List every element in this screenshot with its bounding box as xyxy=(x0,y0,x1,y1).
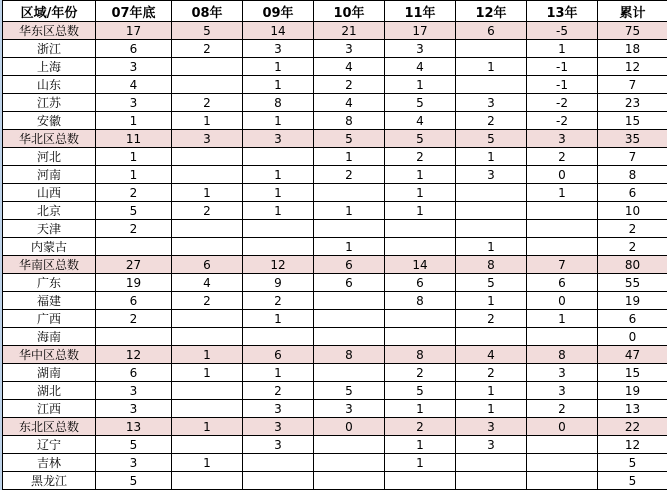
value-cell[interactable] xyxy=(314,436,385,454)
value-cell[interactable]: 1 xyxy=(172,184,243,202)
province-row xyxy=(3,238,667,256)
value-cell[interactable]: 4 xyxy=(385,58,456,76)
value-cell[interactable]: 2 xyxy=(172,202,243,220)
value-cell[interactable] xyxy=(243,220,314,238)
row-label-cell[interactable]: 黑龙江 xyxy=(3,472,96,490)
value-cell[interactable]: 2 xyxy=(527,400,598,418)
value-cell[interactable]: 1 xyxy=(243,112,314,130)
value-cell[interactable]: 11 xyxy=(96,130,172,148)
value-cell[interactable]: 2 xyxy=(385,148,456,166)
row-label-cell[interactable]: 吉林 xyxy=(3,454,96,472)
row-label-cell[interactable]: 安徽 xyxy=(3,112,96,130)
value-cell[interactable]: 7 xyxy=(598,148,667,166)
value-cell[interactable] xyxy=(172,238,243,256)
value-cell[interactable]: 1 xyxy=(456,292,527,310)
value-cell[interactable]: 2 xyxy=(385,364,456,382)
value-cell[interactable] xyxy=(314,328,385,346)
value-cell[interactable] xyxy=(172,76,243,94)
value-cell[interactable]: 2 xyxy=(385,418,456,436)
value-cell[interactable]: 1 xyxy=(243,166,314,184)
value-cell[interactable]: 3 xyxy=(96,58,172,76)
value-cell[interactable] xyxy=(385,220,456,238)
value-cell[interactable]: 2 xyxy=(456,364,527,382)
value-cell[interactable]: 2 xyxy=(314,166,385,184)
value-cell[interactable]: 5 xyxy=(385,130,456,148)
value-cell[interactable]: 4 xyxy=(96,76,172,94)
value-cell[interactable]: 3 xyxy=(243,130,314,148)
value-cell[interactable]: 8 xyxy=(314,112,385,130)
row-label-cell[interactable]: 江西 xyxy=(3,400,96,418)
value-cell[interactable] xyxy=(385,328,456,346)
value-cell[interactable] xyxy=(314,454,385,472)
value-cell[interactable]: 6 xyxy=(243,346,314,364)
value-cell[interactable]: 3 xyxy=(527,382,598,400)
region-year-table xyxy=(2,0,667,490)
value-cell[interactable] xyxy=(314,472,385,490)
value-cell[interactable]: 5 xyxy=(385,382,456,400)
value-cell[interactable]: 1 xyxy=(172,364,243,382)
value-cell[interactable]: 35 xyxy=(598,130,667,148)
value-cell[interactable]: 5 xyxy=(456,274,527,292)
value-cell[interactable] xyxy=(527,202,598,220)
region-total-row xyxy=(3,130,667,148)
value-cell[interactable]: 6 xyxy=(527,274,598,292)
value-cell[interactable]: 4 xyxy=(385,112,456,130)
value-cell[interactable]: 15 xyxy=(598,112,667,130)
row-label-cell[interactable]: 浙江 xyxy=(3,40,96,58)
row-label-cell[interactable]: 东北区总数 xyxy=(3,418,96,436)
value-cell[interactable]: 1 xyxy=(172,112,243,130)
row-label-cell[interactable]: 天津 xyxy=(3,220,96,238)
value-cell[interactable]: 1 xyxy=(456,58,527,76)
province-row xyxy=(3,382,667,400)
value-cell[interactable]: 3 xyxy=(96,94,172,112)
value-cell[interactable]: 1 xyxy=(243,76,314,94)
value-cell[interactable]: 8 xyxy=(314,346,385,364)
value-cell[interactable] xyxy=(527,436,598,454)
value-cell[interactable] xyxy=(314,364,385,382)
value-cell[interactable]: 12 xyxy=(96,346,172,364)
value-cell[interactable]: -1 xyxy=(527,76,598,94)
value-cell[interactable]: 1 xyxy=(243,310,314,328)
value-cell[interactable]: 1 xyxy=(96,112,172,130)
value-cell[interactable] xyxy=(172,166,243,184)
row-label-cell[interactable]: 河北 xyxy=(3,148,96,166)
value-cell[interactable]: 0 xyxy=(314,418,385,436)
value-cell[interactable] xyxy=(172,148,243,166)
row-label-cell[interactable]: 湖南 xyxy=(3,364,96,382)
value-cell[interactable]: 23 xyxy=(598,94,667,112)
value-cell[interactable]: 13 xyxy=(96,418,172,436)
value-cell[interactable]: 2 xyxy=(96,310,172,328)
value-cell[interactable]: 5 xyxy=(172,22,243,40)
value-cell[interactable] xyxy=(456,202,527,220)
value-cell[interactable]: 13 xyxy=(598,400,667,418)
value-cell[interactable]: 47 xyxy=(598,346,667,364)
value-cell[interactable] xyxy=(456,40,527,58)
row-label-cell[interactable]: 内蒙古 xyxy=(3,238,96,256)
value-cell[interactable]: 14 xyxy=(243,22,314,40)
value-cell[interactable]: 17 xyxy=(96,22,172,40)
value-cell[interactable]: 1 xyxy=(385,436,456,454)
value-cell[interactable]: 0 xyxy=(527,166,598,184)
value-cell[interactable]: 1 xyxy=(243,364,314,382)
province-row xyxy=(3,328,667,346)
row-label-cell[interactable]: 广东 xyxy=(3,274,96,292)
value-cell[interactable]: -2 xyxy=(527,94,598,112)
value-cell[interactable]: 1 xyxy=(172,418,243,436)
value-cell[interactable]: 8 xyxy=(527,346,598,364)
row-label-cell[interactable]: 上海 xyxy=(3,58,96,76)
value-cell[interactable]: 8 xyxy=(385,292,456,310)
province-row xyxy=(3,184,667,202)
value-cell[interactable]: 5 xyxy=(96,436,172,454)
value-cell[interactable] xyxy=(385,472,456,490)
province-row xyxy=(3,202,667,220)
value-cell[interactable]: 1 xyxy=(243,184,314,202)
value-cell[interactable]: 3 xyxy=(243,40,314,58)
column-header[interactable]: 区域/年份 xyxy=(3,1,96,22)
value-cell[interactable] xyxy=(527,472,598,490)
value-cell[interactable]: 19 xyxy=(598,382,667,400)
value-cell[interactable]: 19 xyxy=(96,274,172,292)
value-cell[interactable]: -5 xyxy=(527,22,598,40)
value-cell[interactable]: 1 xyxy=(243,58,314,76)
value-cell[interactable]: 1 xyxy=(314,148,385,166)
value-cell[interactable]: 3 xyxy=(243,400,314,418)
value-cell[interactable]: 15 xyxy=(598,364,667,382)
value-cell[interactable]: -1 xyxy=(527,58,598,76)
row-label-cell[interactable]: 湖北 xyxy=(3,382,96,400)
value-cell[interactable]: 5 xyxy=(456,130,527,148)
value-cell[interactable]: 5 xyxy=(598,454,667,472)
value-cell[interactable] xyxy=(243,328,314,346)
value-cell[interactable]: 6 xyxy=(385,274,456,292)
value-cell[interactable]: 12 xyxy=(243,256,314,274)
value-cell[interactable] xyxy=(172,382,243,400)
value-cell[interactable]: 80 xyxy=(598,256,667,274)
value-cell[interactable] xyxy=(243,454,314,472)
value-cell[interactable]: 4 xyxy=(314,58,385,76)
value-cell[interactable] xyxy=(172,58,243,76)
value-cell[interactable]: 1 xyxy=(385,166,456,184)
value-cell[interactable]: 0 xyxy=(527,292,598,310)
value-cell[interactable]: 1 xyxy=(96,166,172,184)
value-cell[interactable]: 1 xyxy=(385,454,456,472)
value-cell[interactable]: 6 xyxy=(598,184,667,202)
value-cell[interactable]: 19 xyxy=(598,292,667,310)
value-cell[interactable]: 6 xyxy=(96,292,172,310)
value-cell[interactable] xyxy=(314,220,385,238)
value-cell[interactable] xyxy=(172,310,243,328)
value-cell[interactable]: 2 xyxy=(172,40,243,58)
value-cell[interactable]: 2 xyxy=(456,112,527,130)
value-cell[interactable] xyxy=(385,238,456,256)
value-cell[interactable]: 3 xyxy=(527,130,598,148)
region-total-row xyxy=(3,346,667,364)
value-cell[interactable]: 3 xyxy=(243,418,314,436)
value-cell[interactable]: 3 xyxy=(385,40,456,58)
value-cell[interactable]: 3 xyxy=(456,94,527,112)
value-cell[interactable] xyxy=(527,238,598,256)
value-cell[interactable]: 1 xyxy=(456,382,527,400)
row-label-cell[interactable]: 福建 xyxy=(3,292,96,310)
value-cell[interactable]: 3 xyxy=(314,40,385,58)
value-cell[interactable] xyxy=(172,328,243,346)
value-cell[interactable]: 1 xyxy=(385,202,456,220)
value-cell[interactable]: 5 xyxy=(96,202,172,220)
value-cell[interactable] xyxy=(172,400,243,418)
value-cell[interactable]: 1 xyxy=(243,202,314,220)
value-cell[interactable]: 0 xyxy=(598,328,667,346)
province-row xyxy=(3,364,667,382)
value-cell[interactable]: 2 xyxy=(314,76,385,94)
value-cell[interactable]: 4 xyxy=(456,346,527,364)
column-header[interactable]: 累计 xyxy=(598,1,667,22)
value-cell[interactable]: 2 xyxy=(172,94,243,112)
value-cell[interactable]: 7 xyxy=(598,76,667,94)
value-cell[interactable]: 4 xyxy=(172,274,243,292)
value-cell[interactable]: 1 xyxy=(172,454,243,472)
value-cell[interactable]: 6 xyxy=(314,256,385,274)
value-cell[interactable]: 6 xyxy=(314,274,385,292)
header-row xyxy=(3,1,667,22)
value-cell[interactable] xyxy=(527,328,598,346)
value-cell[interactable]: 3 xyxy=(96,382,172,400)
column-header[interactable]: 13年 xyxy=(527,1,598,22)
value-cell[interactable] xyxy=(456,454,527,472)
value-cell[interactable]: 1 xyxy=(527,310,598,328)
column-header[interactable]: 11年 xyxy=(385,1,456,22)
value-cell[interactable] xyxy=(527,454,598,472)
value-cell[interactable]: 3 xyxy=(243,436,314,454)
province-row xyxy=(3,472,667,490)
value-cell[interactable] xyxy=(172,472,243,490)
value-cell[interactable]: 1 xyxy=(456,148,527,166)
value-cell[interactable]: 3 xyxy=(96,454,172,472)
value-cell[interactable]: 2 xyxy=(527,148,598,166)
value-cell[interactable]: 2 xyxy=(172,292,243,310)
value-cell[interactable]: 5 xyxy=(314,130,385,148)
row-label-cell[interactable]: 华东区总数 xyxy=(3,22,96,40)
value-cell[interactable]: 2 xyxy=(96,220,172,238)
value-cell[interactable]: 2 xyxy=(243,292,314,310)
value-cell[interactable] xyxy=(456,76,527,94)
value-cell[interactable]: 1 xyxy=(314,238,385,256)
value-cell[interactable]: 3 xyxy=(172,130,243,148)
value-cell[interactable]: 5 xyxy=(598,472,667,490)
value-cell[interactable]: 6 xyxy=(456,22,527,40)
column-header[interactable]: 07年底 xyxy=(96,1,172,22)
value-cell[interactable]: 1 xyxy=(527,184,598,202)
value-cell[interactable]: 2 xyxy=(598,238,667,256)
value-cell[interactable]: 3 xyxy=(527,364,598,382)
province-row xyxy=(3,436,667,454)
region-total-row xyxy=(3,418,667,436)
value-cell[interactable] xyxy=(527,220,598,238)
value-cell[interactable] xyxy=(385,310,456,328)
value-cell[interactable]: 2 xyxy=(96,184,172,202)
province-row xyxy=(3,454,667,472)
row-label-cell[interactable]: 海南 xyxy=(3,328,96,346)
value-cell[interactable] xyxy=(172,436,243,454)
province-row xyxy=(3,310,667,328)
column-header[interactable]: 08年 xyxy=(172,1,243,22)
value-cell[interactable] xyxy=(96,328,172,346)
row-label-cell[interactable]: 华中区总数 xyxy=(3,346,96,364)
value-cell[interactable]: 17 xyxy=(385,22,456,40)
row-label-cell[interactable]: 山东 xyxy=(3,76,96,94)
province-row xyxy=(3,94,667,112)
value-cell[interactable] xyxy=(96,238,172,256)
row-label-cell[interactable]: 河南 xyxy=(3,166,96,184)
value-cell[interactable]: 1 xyxy=(385,400,456,418)
column-header[interactable]: 09年 xyxy=(243,1,314,22)
value-cell[interactable] xyxy=(172,220,243,238)
value-cell[interactable]: 14 xyxy=(385,256,456,274)
row-label-cell[interactable]: 广西 xyxy=(3,310,96,328)
province-row xyxy=(3,76,667,94)
value-cell[interactable]: 3 xyxy=(96,400,172,418)
region-total-row xyxy=(3,256,667,274)
value-cell[interactable]: 4 xyxy=(314,94,385,112)
value-cell[interactable]: 21 xyxy=(314,22,385,40)
value-cell[interactable]: 6 xyxy=(598,310,667,328)
value-cell[interactable] xyxy=(314,184,385,202)
value-cell[interactable]: 1 xyxy=(385,76,456,94)
province-row xyxy=(3,292,667,310)
column-header[interactable]: 12年 xyxy=(456,1,527,22)
value-cell[interactable]: 8 xyxy=(598,166,667,184)
value-cell[interactable]: 1 xyxy=(385,184,456,202)
value-cell[interactable]: 2 xyxy=(243,382,314,400)
province-row xyxy=(3,58,667,76)
province-row xyxy=(3,400,667,418)
row-label-cell[interactable]: 华南区总数 xyxy=(3,256,96,274)
value-cell[interactable]: 8 xyxy=(385,346,456,364)
province-row xyxy=(3,148,667,166)
value-cell[interactable]: 3 xyxy=(456,436,527,454)
value-cell[interactable]: 75 xyxy=(598,22,667,40)
value-cell[interactable]: 1 xyxy=(456,400,527,418)
value-cell[interactable] xyxy=(243,238,314,256)
value-cell[interactable]: 5 xyxy=(96,472,172,490)
value-cell[interactable]: 3 xyxy=(314,400,385,418)
value-cell[interactable]: 5 xyxy=(385,94,456,112)
value-cell[interactable]: 1 xyxy=(172,346,243,364)
row-label-cell[interactable]: 山西 xyxy=(3,184,96,202)
value-cell[interactable]: 7 xyxy=(527,256,598,274)
value-cell[interactable]: 12 xyxy=(598,58,667,76)
value-cell[interactable] xyxy=(314,292,385,310)
region-total-row xyxy=(3,22,667,40)
value-cell[interactable] xyxy=(243,472,314,490)
row-label-cell[interactable]: 江苏 xyxy=(3,94,96,112)
value-cell[interactable]: 3 xyxy=(456,166,527,184)
row-label-cell[interactable]: 华北区总数 xyxy=(3,130,96,148)
value-cell[interactable] xyxy=(314,310,385,328)
row-label-cell[interactable]: 北京 xyxy=(3,202,96,220)
value-cell[interactable]: 10 xyxy=(598,202,667,220)
value-cell[interactable]: 6 xyxy=(96,40,172,58)
row-label-cell[interactable]: 辽宁 xyxy=(3,436,96,454)
value-cell[interactable]: -2 xyxy=(527,112,598,130)
value-cell[interactable] xyxy=(456,220,527,238)
value-cell[interactable]: 18 xyxy=(598,40,667,58)
value-cell[interactable] xyxy=(456,328,527,346)
province-row xyxy=(3,166,667,184)
value-cell[interactable]: 5 xyxy=(314,382,385,400)
province-row xyxy=(3,274,667,292)
value-cell[interactable]: 3 xyxy=(456,418,527,436)
value-cell[interactable]: 1 xyxy=(96,148,172,166)
value-cell[interactable]: 1 xyxy=(456,238,527,256)
value-cell[interactable]: 22 xyxy=(598,418,667,436)
value-cell[interactable] xyxy=(456,472,527,490)
value-cell[interactable]: 2 xyxy=(456,310,527,328)
value-cell[interactable]: 6 xyxy=(172,256,243,274)
value-cell[interactable]: 8 xyxy=(243,94,314,112)
value-cell[interactable]: 1 xyxy=(527,40,598,58)
value-cell[interactable] xyxy=(243,148,314,166)
column-header[interactable]: 10年 xyxy=(314,1,385,22)
value-cell[interactable]: 12 xyxy=(598,436,667,454)
value-cell[interactable]: 8 xyxy=(456,256,527,274)
province-row xyxy=(3,112,667,130)
province-row xyxy=(3,40,667,58)
value-cell[interactable]: 0 xyxy=(527,418,598,436)
province-row xyxy=(3,220,667,238)
value-cell[interactable]: 9 xyxy=(243,274,314,292)
value-cell[interactable]: 1 xyxy=(314,202,385,220)
value-cell[interactable]: 6 xyxy=(96,364,172,382)
value-cell[interactable]: 55 xyxy=(598,274,667,292)
value-cell[interactable]: 27 xyxy=(96,256,172,274)
value-cell[interactable]: 2 xyxy=(598,220,667,238)
value-cell[interactable] xyxy=(456,184,527,202)
